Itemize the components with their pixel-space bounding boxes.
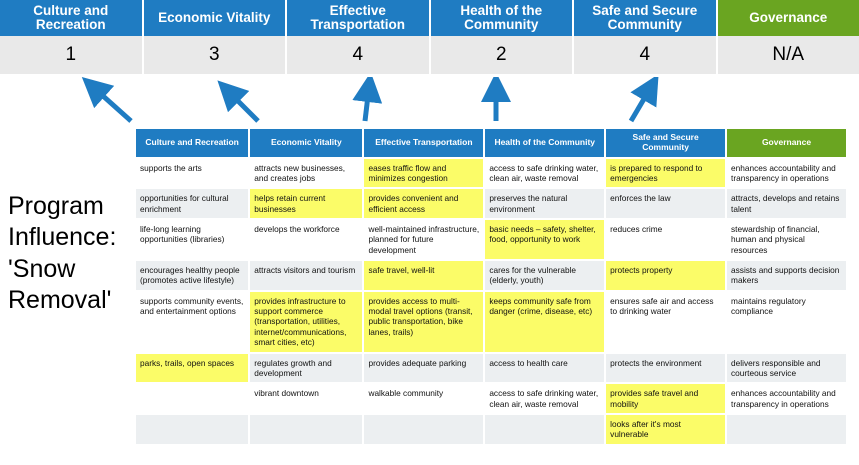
header-cell-effective-transportation: Effective Transportation — [287, 0, 431, 36]
matrix-cell: preserves the natural environment — [484, 188, 605, 219]
matrix-cell: provides access to multi-modal travel options (transit, public transportation, bike lanes, trails) — [363, 291, 484, 353]
matrix-cell: provides safe travel and mobility — [605, 383, 726, 414]
matrix-cell: protects property — [605, 260, 726, 291]
matrix-cell: enhances accountability and transparency in operations — [726, 383, 846, 414]
header-cell-governance: Governance — [718, 0, 859, 36]
table-row — [136, 383, 846, 414]
scorecard-header-row — [0, 0, 859, 36]
matrix-cell — [726, 414, 846, 445]
table-row — [136, 219, 846, 260]
matrix-cell — [136, 383, 249, 414]
arrow-culture-and-recreation — [93, 87, 131, 121]
matrix-cell: cares for the vulnerable (elderly, youth) — [484, 260, 605, 291]
header-cell-economic-vitality: Economic Vitality — [144, 0, 288, 36]
header-cell-health-of-the-community: Health of the Community — [431, 0, 575, 36]
matrix-cell: access to safe drinking water, clean air, waste removal — [484, 158, 605, 189]
table-row — [136, 188, 846, 219]
table-row — [136, 414, 846, 445]
matrix-cell: helps retain current businesses — [249, 188, 363, 219]
matrix-cell: opportunities for cultural enrichment — [136, 188, 249, 219]
matrix-header-effective-transportation: Effective Transportation — [363, 129, 484, 158]
table-row — [136, 353, 846, 384]
score-economic-vitality: 3 — [144, 36, 288, 74]
matrix-cell: looks after it's most vulnerable — [605, 414, 726, 445]
matrix-cell: enforces the law — [605, 188, 726, 219]
matrix-cell: ensures safe air and access to drinking water — [605, 291, 726, 353]
matrix-cell: life-long learning opportunities (libraries) — [136, 219, 249, 260]
arrow-economic-vitality — [228, 91, 258, 121]
matrix-header-health-of-the-community: Health of the Community — [484, 129, 605, 158]
score-culture-and-recreation: 1 — [0, 36, 144, 74]
matrix-cell: eases traffic flow and minimizes congestion — [363, 158, 484, 189]
matrix-cell — [249, 414, 363, 445]
matrix-body — [136, 158, 846, 445]
matrix-header-economic-vitality: Economic Vitality — [249, 129, 363, 158]
matrix-cell: regulates growth and development — [249, 353, 363, 384]
matrix-cell: enhances accountability and transparency in operations — [726, 158, 846, 189]
matrix-cell: is prepared to respond to emergencies — [605, 158, 726, 189]
matrix-cell: attracts, develops and retains talent — [726, 188, 846, 219]
matrix-cell — [136, 414, 249, 445]
program-influence-label: Program Influence: 'Snow Removal' — [8, 192, 117, 314]
header-cell-culture-and-recreation: Culture and Recreation — [0, 0, 144, 36]
matrix-cell: provides convenient and efficient access — [363, 188, 484, 219]
arrow-group — [0, 77, 859, 129]
table-row — [136, 260, 846, 291]
matrix-cell: attracts visitors and tourism — [249, 260, 363, 291]
matrix-cell: maintains regulatory compliance — [726, 291, 846, 353]
matrix-cell: safe travel, well-lit — [363, 260, 484, 291]
score-governance: N/A — [772, 44, 805, 65]
matrix-cell — [484, 414, 605, 445]
arrows-svg — [0, 77, 859, 129]
matrix-cell: access to health care — [484, 353, 605, 384]
matrix-cell: access to safe drinking water, clean air, waste removal — [484, 383, 605, 414]
score-row — [0, 36, 859, 77]
matrix-cell: stewardship of financial, human and physical resources — [726, 219, 846, 260]
matrix-cell: walkable community — [363, 383, 484, 414]
matrix-cell: assists and supports decision makers — [726, 260, 846, 291]
matrix-cell: parks, trails, open spaces — [136, 353, 249, 384]
arrow-effective-transportation — [365, 87, 369, 121]
matrix-cell: supports community events, and entertainment options — [136, 291, 249, 353]
matrix-cell: delivers responsible and courteous service — [726, 353, 846, 384]
header-cell-safe-and-secure-community: Safe and Secure Community — [574, 0, 718, 36]
matrix-cell — [363, 414, 484, 445]
matrix-header-safe-and-secure-community: Safe and Secure Community — [605, 129, 726, 158]
score-safe-and-secure-community: 4 — [574, 36, 718, 74]
matrix-cell: provides infrastructure to support commerce (transportation, utilities, internet/communications, smart cities, etc) — [249, 291, 363, 353]
matrix-cell: attracts new businesses, and creates jobs — [249, 158, 363, 189]
matrix-header-culture-and-recreation: Culture and Recreation — [136, 129, 249, 158]
matrix-cell: provides adequate parking — [363, 353, 484, 384]
matrix-header-row — [136, 129, 846, 158]
influence-matrix — [136, 129, 846, 446]
table-row — [136, 158, 846, 189]
matrix-cell: reduces crime — [605, 219, 726, 260]
score-effective-transportation: 4 — [287, 36, 431, 74]
table-row — [136, 291, 846, 353]
matrix-header-governance: Governance — [726, 129, 846, 158]
matrix-cell: keeps community safe from danger (crime, disease, etc) — [484, 291, 605, 353]
matrix-cell: well-maintained infrastructure, planned for future development — [363, 219, 484, 260]
matrix-cell: vibrant downtown — [249, 383, 363, 414]
score-health-of-the-community: 2 — [431, 36, 575, 74]
matrix-cell: protects the environment — [605, 353, 726, 384]
matrix-cell: encourages healthy people (promotes active lifestyle) — [136, 260, 249, 291]
matrix-cell: supports the arts — [136, 158, 249, 189]
matrix-cell: develops the workforce — [249, 219, 363, 260]
matrix-cell: basic needs – safety, shelter, food, opportunity to work — [484, 219, 605, 260]
arrow-safe-and-secure-community — [631, 87, 651, 121]
